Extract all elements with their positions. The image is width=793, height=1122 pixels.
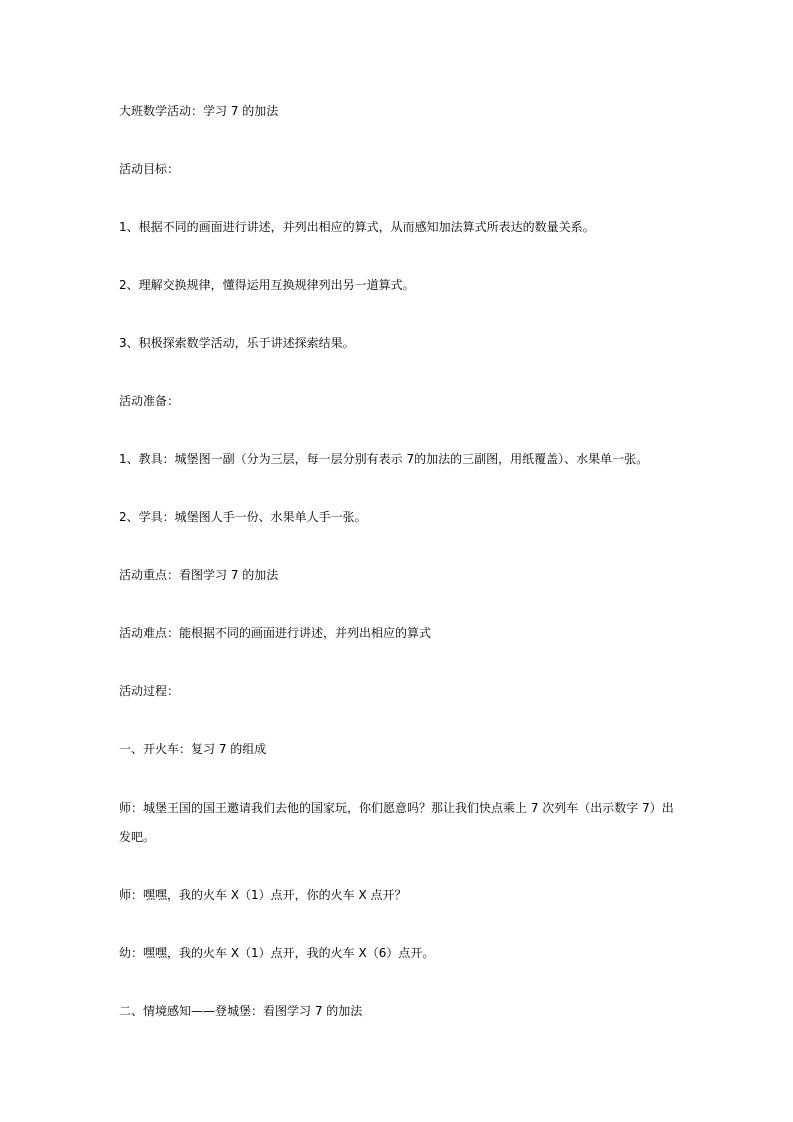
goals-heading: 活动目标：	[119, 162, 180, 176]
goal-item: 2、理解交换规律，懂得运用互换规律列出另一道算式。	[119, 278, 415, 292]
process-heading: 活动过程：	[119, 684, 180, 698]
section1-paragraph: 师：城堡王国的国王邀请我们去他的国家玩，你们愿意吗？那让我们快点乘上 7 次列车（出示数字 7）出发吧。	[119, 801, 674, 844]
prep-item: 1、教具：城堡图一副（分为三层，每一层分别有表示 7的加法的三副图，用纸覆盖）、水果单一张。	[119, 452, 649, 466]
section2-heading: 二、情境感知——登城堡：看图学习 7 的加法	[119, 1004, 363, 1018]
section1-paragraph: 师：嘿嘿，我的火车 X（1）点开，你的火车 X 点开？	[119, 888, 407, 902]
goal-item: 3、积极探索数学活动，乐于讲述探索结果。	[119, 336, 355, 350]
difficulty: 活动难点：能根据不同的画面进行讲述，并列出相应的算式	[119, 626, 432, 640]
prep-heading: 活动准备：	[119, 394, 180, 408]
section1-heading: 一、开火车：复习 7 的组成	[119, 742, 267, 756]
document-title: 大班数学活动：学习 7 的加法	[119, 104, 279, 118]
key-point: 活动重点：看图学习 7 的加法	[119, 568, 279, 582]
goal-item: 1、根据不同的画面进行讲述，并列出相应的算式，从而感知加法算式所表达的数量关系。	[119, 220, 595, 234]
prep-item: 2、学具：城堡图人手一份、水果单人手一张。	[119, 510, 367, 524]
section1-paragraph: 幼：嘿嘿，我的火车 X（1）点开，我的火车 X（6）点开。	[119, 946, 435, 960]
